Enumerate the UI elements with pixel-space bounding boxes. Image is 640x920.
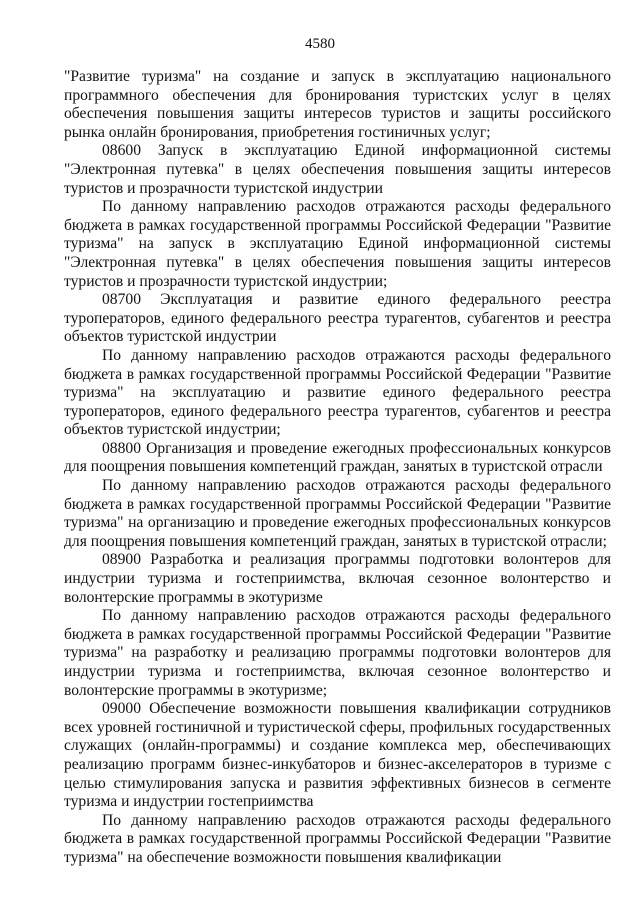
paragraph: 09000 Обеспечение возможности повышения квалификации сотрудников всех уровней гостиничной и туристической сферы, профильных государственных служащих (онлайн-программы) и создание комплекса мер, обеспечивающих реализацию программ бизнес-инкубаторов и бизнес-акселераторов в туризме с целью стимулирования запуска и развития эффективных бизнесов в сегменте туризма и индустрии гостеприимства bbox=[64, 700, 611, 811]
paragraph: По данному направлению расходов отражаются расходы федерального бюджета в рамках государственной программы Российской Федерации "Развитие туризма" на эксплуатацию и развитие единого федерального реестра туроператоров, единого федерального реестра турагентов, субагентов и реестра объектов туристской индустрии; bbox=[64, 346, 611, 439]
paragraph: По данному направлению расходов отражаются расходы федерального бюджета в рамках государственной программы Российской Федерации "Развитие туризма" на обеспечение возможности повышения квалификации bbox=[64, 811, 611, 866]
page-number: 4580 bbox=[305, 36, 335, 52]
paragraph: "Развитие туризма" на создание и запуск в эксплуатацию национального программного обеспечения для бронирования туристских услуг в целях обеспечения повышения защиты интересов туристов и защиты российского рынка онлайн бронирования, приобретения гостиничных услуг; bbox=[64, 68, 611, 141]
paragraph: 08700 Эксплуатация и развитие единого федерального реестра туроператоров, единого федерального реестра турагентов, субагентов и реестра объектов туристской индустрии bbox=[64, 291, 611, 346]
paragraph: По данному направлению расходов отражаются расходы федерального бюджета в рамках государственной программы Российской Федерации "Развитие туризма" на запуск в эксплуатацию Единой информационной системы "Электронная путевка" в целях обеспечения повышения защиты интересов туристов и прозрачности туристской индустрии; bbox=[64, 198, 611, 290]
paragraph: По данному направлению расходов отражаются расходы федерального бюджета в рамках государственной программы Российской Федерации "Развитие туризма" на организацию и проведение ежегодных профессиональных конкурсов для поощрения повышения компетенций граждан, занятых в туристской отрасли; bbox=[64, 477, 611, 550]
paragraph: 08600 Запуск в эксплуатацию Единой информационной системы "Электронная путевка" в целях обеспечения повышения защиты интересов туристов и прозрачности туристской индустрии bbox=[64, 142, 611, 197]
paragraph: 08800 Организация и проведение ежегодных профессиональных конкурсов для поощрения повышения компетенций граждан, занятых в туристской отрасли bbox=[64, 439, 611, 476]
paragraph: 08900 Разработка и реализация программы подготовки волонтеров для индустрии туризма и гостеприимства, включая сезонное волонтерство и волонтерские программы в экотуризме bbox=[64, 551, 611, 606]
paragraph: По данному направлению расходов отражаются расходы федерального бюджета в рамках государственной программы Российской Федерации "Развитие туризма" на разработку и реализацию программы подготовки волонтеров для индустрии туризма и гостеприимства, включая сезонное волонтерство и волонтерские программы в экотуризме; bbox=[64, 607, 611, 699]
document-body bbox=[64, 68, 611, 868]
